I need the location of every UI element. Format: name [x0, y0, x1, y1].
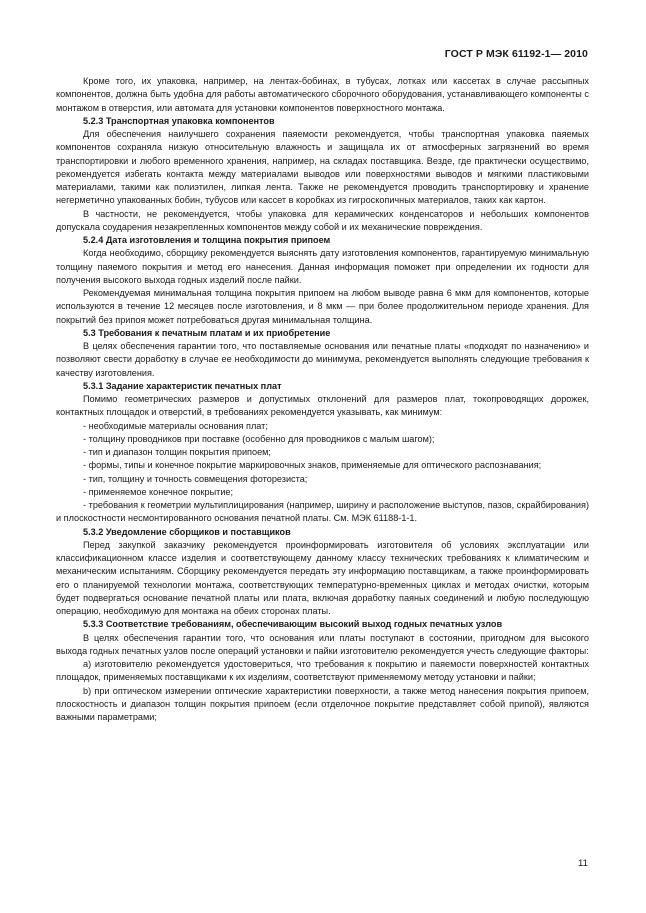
paragraph: В частности, не рекомендуется, чтобы упаковка для керамических конденсаторов и небольших компонентов допускала соударения незакрепленных компонентов между собой и их механические повреждения. — [56, 208, 589, 232]
list-item: - формы, типы и конечное покрытие маркировочных знаков, применяемые для оптического распознавания; — [83, 460, 542, 471]
paragraph: Когда необходимо, сборщику рекомендуется выяснять дату изготовления компонентов, гарантируемую минимальную толщину паяемого покрытия и метод его нанесения. Данная информация поможет при определении их годности для получения высокого выхода годных изделий после пайки. — [56, 248, 589, 285]
paragraph: В целях обеспечения гарантии того, что поставляемые основания или печатные платы «подходят по назначению» и позволяют свести доработку в случае ее необходимости до минимума, рекомендуется выполнять следующие требования к качеству изготовления. — [56, 341, 589, 378]
section-heading: 5.2.3 Транспортная упаковка компонентов — [83, 115, 275, 126]
enumerated-item: b) при оптическом измерении оптические характеристики поверхности, а также метод нанесения покрытия припоем, плоскостность и диапазон толщин покрытия припоем (если отделочное покрытие представляет собой припой), являются важными параметрами; — [56, 685, 589, 722]
section-heading: 5.2.4 Дата изготовления и толщина покрытия припоем — [83, 235, 331, 245]
list-item: - тип, толщину и точность совмещения фоторезиста; — [83, 473, 308, 484]
paragraph: Кроме того, их упаковка, например, на лентах-бобинах, в тубусах, лотках или кассетах в случае рассыпных компонентов, должна быть удобна для работы автоматического сборочного оборудования, устанавливающего компоненты с монтажом в отверстия, или автомата для установки компонентов поверхностного монтажа. — [56, 76, 589, 113]
list-item: - тип и диапазон толщин покрытия припоем; — [83, 447, 271, 457]
page-number: 11 — [578, 858, 588, 869]
section-heading: 5.3.2 Уведомление сборщиков и поставщиков — [83, 526, 291, 537]
list-item: - необходимые материалы основания плат; — [83, 420, 268, 431]
enumerated-item: a) изготовителю рекомендуется удостовериться, что требования к покрытию и паяемости поверхностей контактных площадок, применяемых поставщиками к их изделиям, соответствуют применяемому методу установки и пайки; — [56, 659, 589, 683]
section-heading: 5.3.1 Задание характеристик печатных плат — [83, 380, 282, 391]
paragraph: Рекомендуемая минимальная толщина покрытия припоем на любом выводе равна 6 мкм для компонентов, которые используются в течение 12 месяцев после изготовления, и 8 мкм — при более продолжительном периоде хранения. Для покрытий без припоя может потребоваться другая минимальная толщина. — [56, 288, 589, 325]
document-code-header: ГОСТ Р МЭК 61192-1— 2010 — [444, 48, 588, 60]
document-body — [56, 75, 589, 724]
list-item: - требования к геометрии мультиплицирования (например, ширину и расположение выступов, пазов, скрайбирования) и плоскостности несмонтированного основания печатной платы. См. МЭК 61188-1-1. — [56, 500, 589, 524]
paragraph: В целях обеспечения гарантии того, что основания или платы поступают в состоянии, пригодном для высокого выхода годных печатных узлов после операций установки и пайки изготовителю рекомендуется учесть следующие факторы: — [56, 632, 589, 656]
paragraph: Помимо геометрических размеров и допустимых отклонений для размеров плат, токопроводящих дорожек, контактных площадок и отверстий, в требованиях рекомендуется указывать, как минимум: — [56, 394, 589, 418]
list-item: - толщину проводников при поставке (особенно для проводников с малым шагом); — [83, 433, 435, 444]
paragraph: Перед закупкой заказчику рекомендуется проинформировать изготовителя об условиях эксплуатации или классификационном классе изделия и соответствующему данному классу технических требованиях к климатическим и механическим испытаниям. Сборщику рекомендуется передать эту информацию поставщикам, а также проинформировать его о планируемой технологии монтажа, соответствующих температурно-временных циклах и методах очистки, которым будет подвергаться основание печатной платы или плата, включая доработку паяных соединений и любую последующую операцию, необходимую для монтажа на обеих сторонах платы. — [56, 539, 589, 616]
section-heading: 5.3 Требования к печатным платам и их приобретение — [83, 327, 331, 338]
list-item: - применяемое конечное покрытие; — [83, 486, 234, 497]
section-heading: 5.3.3 Соответствие требованиям, обеспечивающим высокий выход годных печатных узлов — [83, 619, 503, 630]
paragraph: Для обеспечения наилучшего сохранения паяемости рекомендуется, чтобы транспортная упаковка паяемых компонентов сохраняла низкую относительную влажность и защищала их от атмосферных загрязнений во время транспортировки и любого временного хранения, например, на складах поставщика. Везде, где практически осуществимо, рекомендуется избегать контакта между материалами выводов или поверхностями выводов и мягкими пластиковыми материалами, такими как полиэтилен, липкая лента. Также не рекомендуется проводить транспортировку и хранение негерметично упакованных бобин, тубусов или кассет в коробках из гигроскопичных материалов, таких как картон. — [56, 129, 589, 206]
